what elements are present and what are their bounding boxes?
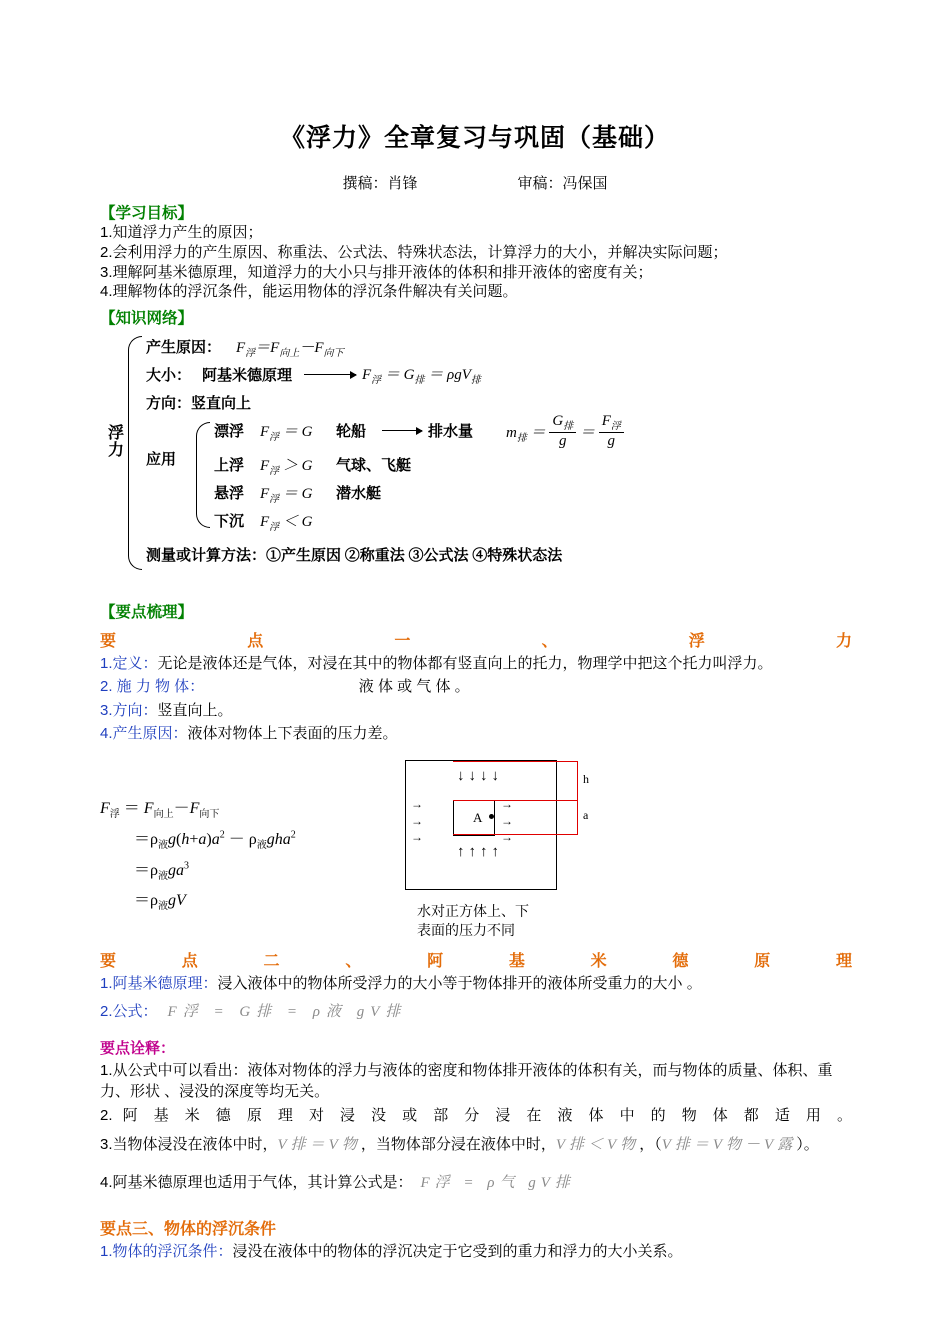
learning-objectives-heading: 【学习目标】: [100, 205, 194, 222]
point3-label-1: 1.物体的浮沉条件: [100, 1243, 218, 1261]
author-label: 撰稿：: [342, 175, 388, 192]
point1-text-4: 液体对物体上下表面的压力差。: [187, 725, 398, 743]
point2-sep-1: ：: [202, 975, 218, 993]
knet-branch-cause-label: 产生原因：: [146, 340, 222, 357]
upward-arrows-icon: ↑↑↑↑: [457, 844, 503, 861]
point3-line-1: [100, 1241, 852, 1262]
buoyancy-derivation-formula: [100, 794, 296, 917]
point1-line-1: [100, 653, 852, 674]
pressure-difference-figure-block: [100, 752, 852, 942]
point1-label-3: 3.方向: [100, 701, 143, 719]
byline: [0, 172, 950, 193]
right-arrows-icon: → → →: [501, 797, 513, 844]
knet-apply-suspend-example: 潜水艇: [336, 486, 382, 503]
knet-apply-float-extra: 排水量: [428, 424, 474, 441]
point1-text-1: 无论是液体还是气体，对浸在其中的物体都有竖直向上的托力，物理学中把这个托力叫浮力。: [157, 655, 773, 673]
point3-sep-1: ：: [217, 1243, 233, 1261]
point2-sep-2: ：: [142, 1002, 158, 1020]
point1-label-1: 1.定义: [100, 655, 143, 673]
objective-item: 4.理解物体的浮沉条件，能运用物体的浮沉条件解决有关问题。: [100, 283, 518, 301]
point1-sep-4: ：: [172, 725, 188, 743]
knet-branch-size-formula: $F_浮 = G_排 = \rho gV_排$: [362, 367, 481, 387]
knet-apply-sink-state: 下沉: [214, 514, 245, 531]
inline-formula-v3: V排＝V物－V露: [661, 1136, 797, 1153]
figure-label-h: h: [583, 772, 589, 787]
objective-item: 2.会利用浮力的产生原因、称重法、公式法、特殊状态法，计算浮力的大小，并解决实际问题；: [100, 243, 728, 261]
explanation-item-1: 1.从公式中可以看出：液体对物体的浮力与液体的密度和物体排开液体的体积有关，而与物体的质量、体积、重力、形状 、浸没的深度等均无关。: [100, 1061, 833, 1101]
point1-label-2: 2. 施 力 物 体: [100, 678, 190, 696]
point1-title: 要点一、浮力: [100, 633, 852, 651]
knet-apply-rise-state: 上浮: [214, 458, 245, 475]
inline-formula-v2: V排＜V物: [555, 1136, 640, 1153]
key-points-heading: 【要点梳理】: [100, 604, 194, 622]
knet-branch-size-label: 大小：: [146, 368, 192, 385]
knet-branch-size-text: 阿基米德原理: [202, 368, 293, 385]
downward-arrows-icon: ↓↓↓↓: [457, 768, 503, 785]
archimedes-formula: F浮 = G排 = ρ液 gV排: [167, 1003, 407, 1020]
knowledge-network-diagram: [100, 330, 852, 592]
point2-title: 要点二、阿基米德原理: [100, 953, 852, 971]
document-body: [100, 201, 852, 1263]
point1-sep-2: ：: [189, 678, 205, 696]
knet-apply-rise-cond: $F_浮 > G$: [260, 458, 313, 478]
figure-caption-line-2: 表面的压力不同: [417, 922, 515, 939]
knet-root-brace: [128, 336, 142, 570]
figure-caption: [417, 902, 529, 940]
point3-title: 要点三、物体的浮沉条件: [100, 1221, 277, 1239]
objective-item: 1.知道浮力产生的原因；: [100, 224, 263, 241]
formula-line-2: $=\rho_液g(h+a)a^2 - \rho_液gha^2$: [134, 829, 296, 852]
knet-apply-sink-cond: $F_浮 < G$: [260, 514, 313, 534]
knet-apply-brace: [196, 422, 210, 528]
author-name: 肖锋: [387, 175, 418, 192]
knet-branch-cause-formula: $F_浮=F_{向上}-F_{向下}$: [236, 340, 344, 360]
explanation-item-4: 4.阿基米德原理也适用于气体，其计算公式是： F浮 = ρ气 gV排: [100, 1174, 575, 1192]
red-line-top: [453, 761, 578, 762]
knet-arrow-icon: [304, 374, 356, 375]
point2-label-2: 2.公式: [100, 1002, 143, 1020]
point2-line-2: [100, 1001, 852, 1023]
knet-root-label: 浮 力: [108, 425, 125, 459]
page-title: 《浮力》全章复习与巩固（基础）: [279, 124, 670, 152]
figure-label-a: a: [583, 808, 589, 823]
inline-formula-v1: V排＝V物: [277, 1136, 361, 1153]
figure-caption-line-1: 水对正方体上、下: [417, 903, 529, 920]
formula-line-3: $=\rho_液ga^3$: [134, 860, 189, 882]
knet-apply-float-formula: $m_排$ ＝ $\frac{G_排}{g}$ ＝ $\frac{F_浮}{g}$: [506, 413, 624, 450]
red-bracket-a: [577, 800, 578, 834]
knet-apply-rise-example: 气球、飞艇: [336, 458, 412, 475]
red-line-mid-lower: [453, 834, 578, 835]
point1-line-4: [100, 723, 852, 744]
point1-text-2: 液 体 或 气 体 。: [358, 678, 470, 696]
point3-text-1: 浸没在液体中的物体的浮沉决定于它受到的重力和浮力的大小关系。: [232, 1243, 683, 1261]
point2-line-1: [100, 973, 852, 994]
explanation-item-2: 2. 阿 基 米 德 原 理 对 浸 没 或 部 分 浸 在 液 体 中 的 物 体 都 适 用 。: [100, 1106, 852, 1124]
point1-line-2: [100, 676, 852, 697]
knowledge-network-heading: 【知识网络】: [100, 310, 194, 328]
knet-apply-float-state: 漂浮: [214, 424, 245, 441]
formula-line-4: $=\rho_液gV$: [134, 892, 186, 913]
point1-sep-3: ：: [142, 701, 158, 719]
red-bracket-h: [577, 761, 578, 800]
explanation-heading: 要点诠释：: [100, 1039, 176, 1057]
point1-sep-1: ：: [142, 655, 158, 673]
reviewer-label: 审稿：: [517, 175, 563, 192]
cube-label-A: A: [473, 810, 483, 826]
knet-arrow-icon: [382, 430, 422, 431]
knet-branch-methods: 测量或计算方法：①产生原因 ②称重法 ③公式法 ④特殊状态法: [146, 548, 563, 565]
point1-text-3: 竖直向上。: [157, 701, 233, 719]
knet-branch-apply-label: 应用: [146, 452, 177, 469]
formula-line-1: $F_浮 = F_{向上}-F_{向下}$: [100, 800, 220, 821]
cube-pressure-figure: [405, 752, 635, 939]
reviewer-name: 冯保国: [562, 175, 608, 192]
knet-apply-suspend-state: 悬浮: [214, 486, 245, 503]
point2-text-1: 浸入液体中的物体所受浮力的大小等于物体排开的液体所受重力的大小 。: [217, 975, 702, 993]
knet-apply-float-example: 轮船: [336, 424, 367, 441]
explanation-item-3: 3.当物体浸没在液体中时，V排＝V物，当物体部分浸在液体中时，V排＜V物，（V排＝V物－V露）。: [100, 1135, 819, 1153]
point2-label-1: 1.阿基米德原理: [100, 975, 203, 993]
knet-apply-suspend-cond: $F_浮 = G$: [260, 486, 313, 506]
objective-item: 3.理解阿基米德原理，知道浮力的大小只与排开液体的体积和排开液体的密度有关；: [100, 263, 653, 281]
red-line-mid-upper: [453, 800, 578, 801]
knet-apply-float-cond: $F_浮 = G$: [260, 424, 313, 444]
inline-formula-gas: F浮 = ρ气 gV排: [420, 1175, 575, 1192]
left-arrows-icon: → → →: [411, 797, 423, 844]
point1-label-4: 4.产生原因: [100, 725, 173, 743]
knet-branch-direction-label: 方向：竖直向上: [146, 396, 252, 413]
point1-line-3: [100, 700, 852, 721]
